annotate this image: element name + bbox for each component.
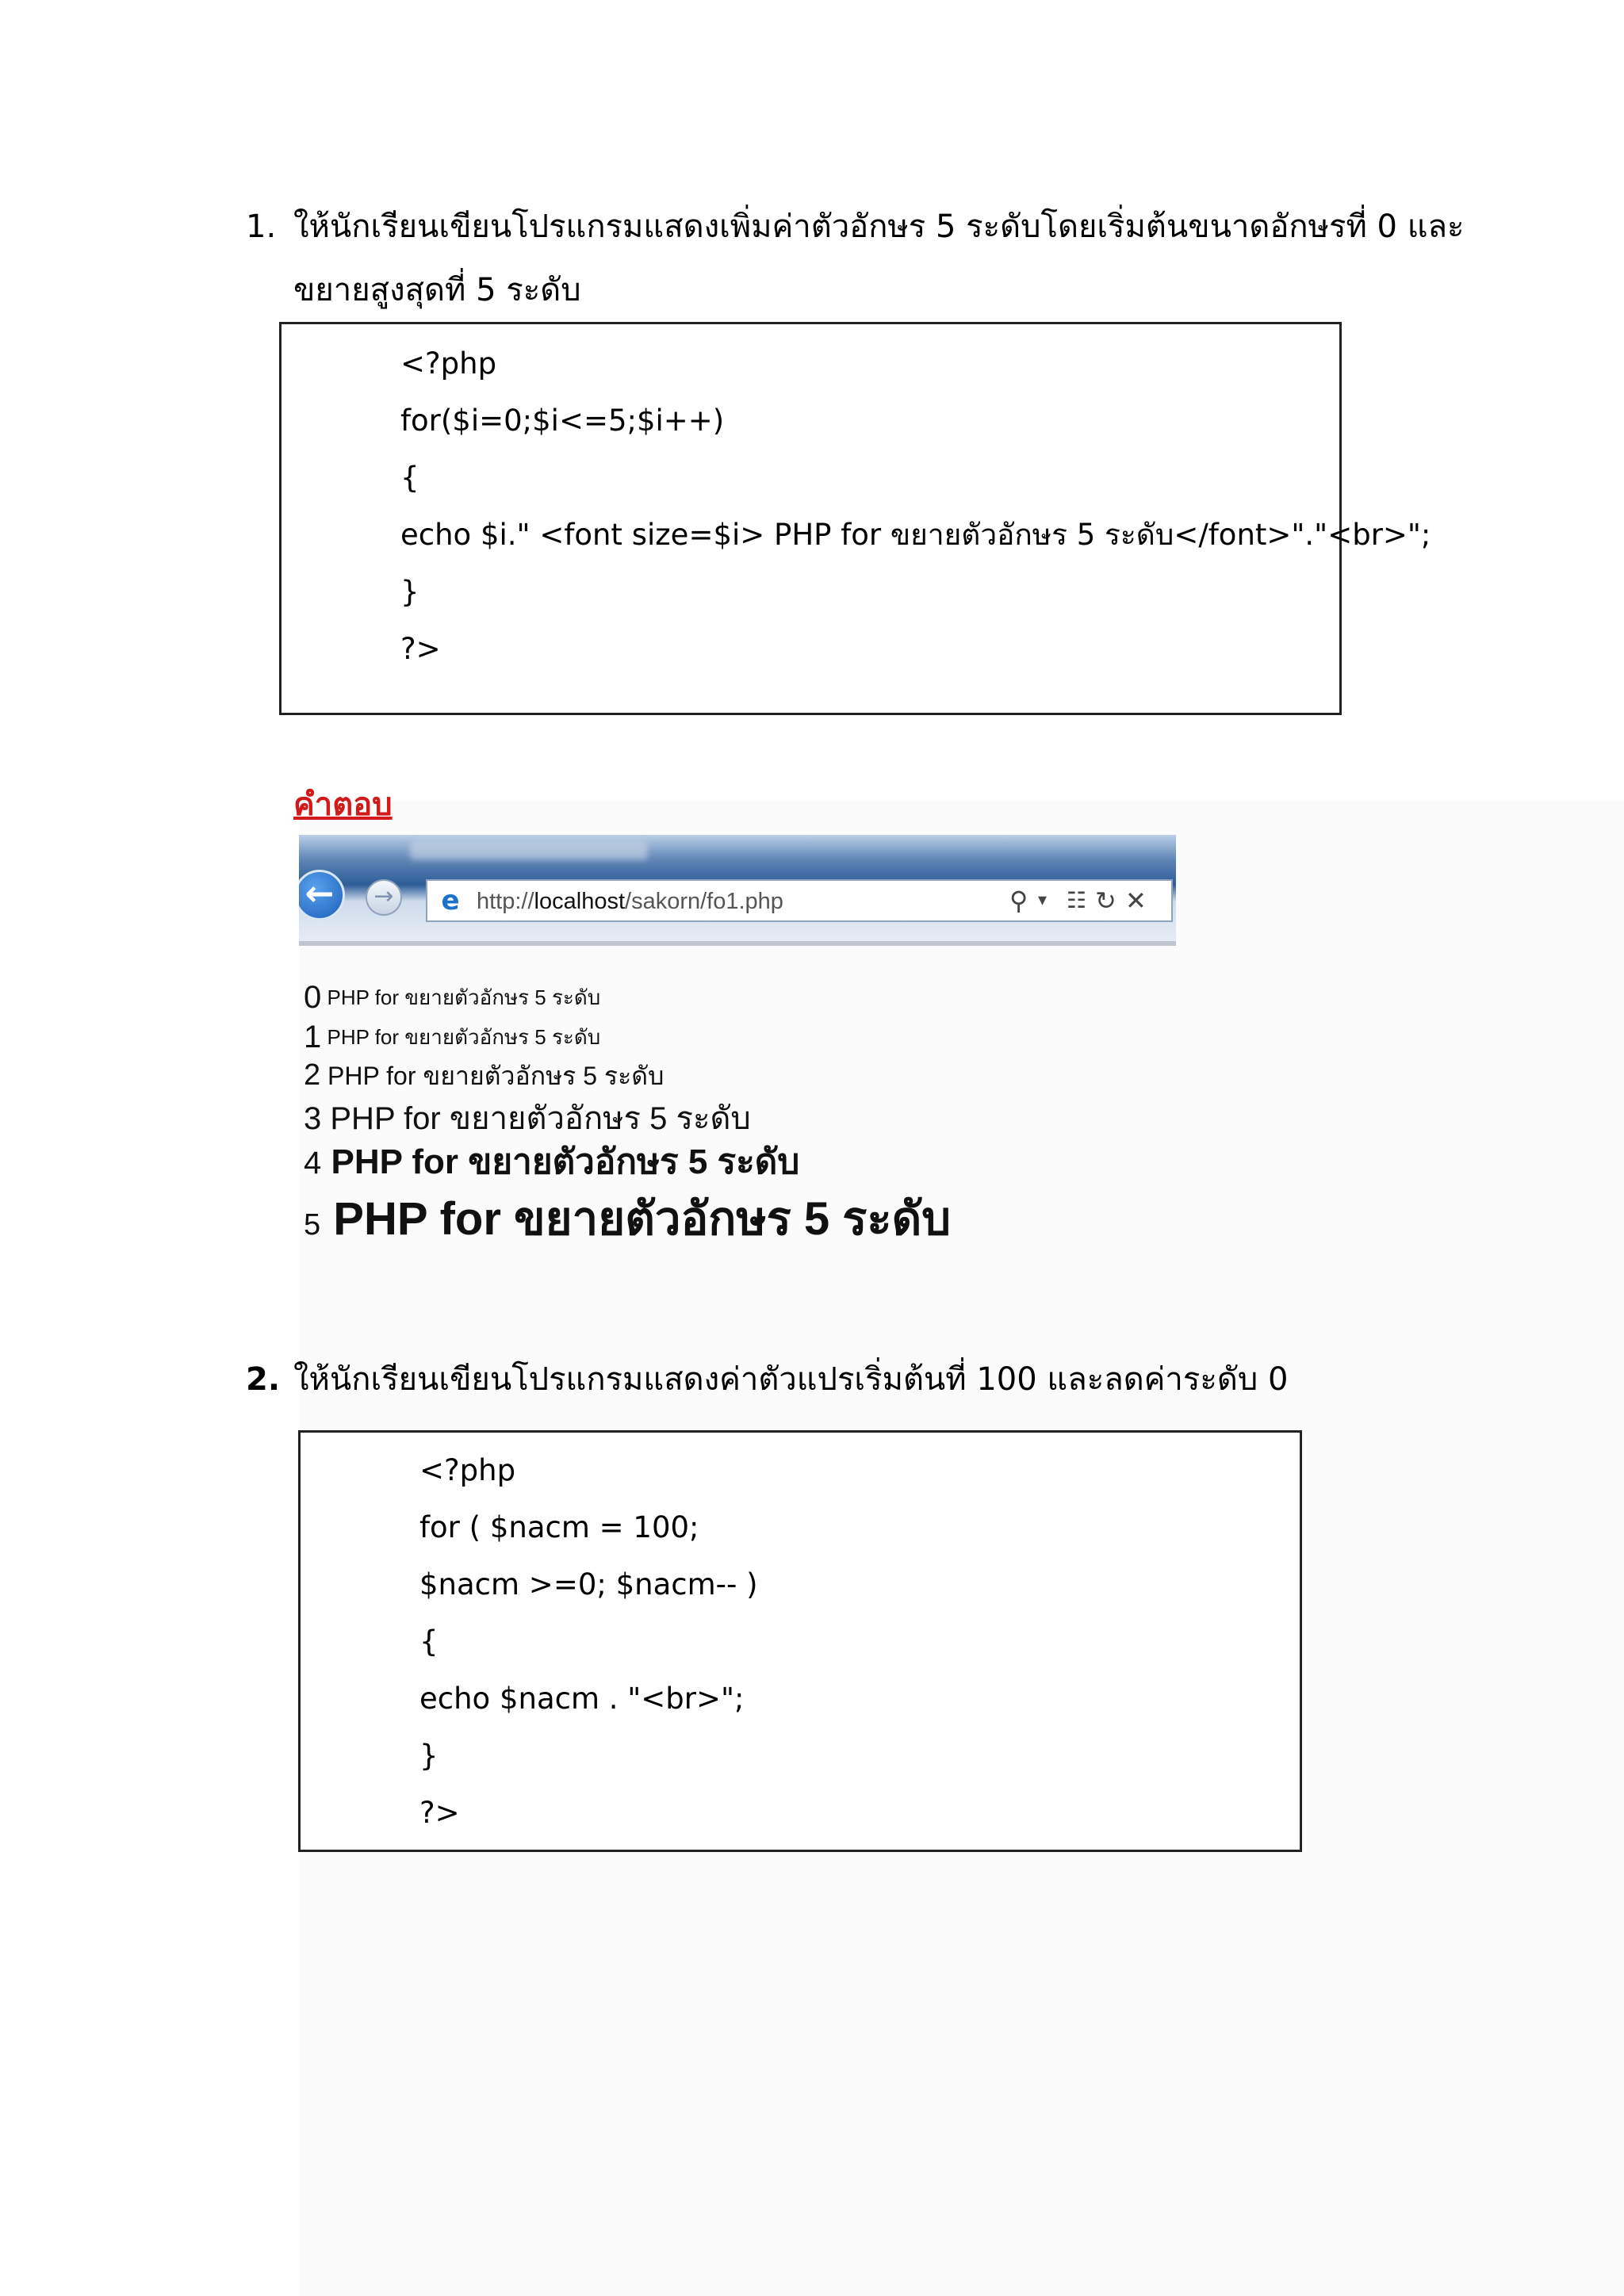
output-line-text: PHP for ขยายตัวอักษร 5 ระดับ	[327, 1062, 665, 1090]
code-line: {	[400, 461, 419, 495]
address-bar[interactable]	[426, 879, 1173, 922]
code-line: echo $i." <font size=$i> PHP for ขยายตัวอักษร 5 ระดับ</font>"."<br>";	[400, 518, 1431, 552]
code-line: {	[419, 1624, 439, 1659]
output-line	[304, 980, 600, 1016]
output-line-digit: 1	[304, 1020, 322, 1054]
code-line: <?php	[419, 1453, 516, 1487]
browser-screenshot	[299, 835, 1176, 946]
output-line	[304, 1020, 600, 1055]
code-line: for($i=0;$i<=5;$i++)	[400, 404, 725, 438]
address-url: http://localhost/sakorn/fo1.php	[477, 889, 783, 914]
search-icon[interactable]: ⚲	[1009, 886, 1028, 916]
question-1-text-line-1: ให้นักเรียนเขียนโปรแกรมแสดงเพิ่มค่าตัวอักษร 5 ระดับโดยเริ่มต้นขนาดอักษรที่ 0 และ	[293, 209, 1465, 245]
output-line-digit: 0	[304, 980, 322, 1015]
output-line-text: PHP for ขยายตัวอักษร 5 ระดับ	[327, 1025, 601, 1049]
compat-icon[interactable]: ☷	[1067, 887, 1087, 913]
refresh-icon[interactable]: ↻	[1095, 886, 1116, 916]
code-line: }	[400, 575, 419, 609]
output-line-digit: 2	[304, 1058, 321, 1092]
dropdown-icon[interactable]: ▾	[1038, 890, 1048, 910]
output-line-text: PHP for ขยายตัวอักษร 5 ระดับ	[327, 985, 601, 1009]
question-2-number: 2.	[246, 1361, 281, 1398]
output-line-text: PHP for ขยายตัวอักษร 5 ระดับ	[331, 1142, 800, 1181]
question-1-text-line-2: ขยายสูงสุดที่ 5 ระดับ	[293, 272, 581, 308]
forward-arrow-icon[interactable]: →	[366, 879, 402, 916]
code-line: }	[419, 1739, 439, 1773]
question-1-number: 1.	[246, 209, 277, 245]
close-icon[interactable]: ✕	[1125, 886, 1147, 916]
code-box-2	[298, 1430, 1302, 1852]
toolbar-divider	[299, 941, 1176, 946]
code-box-1	[279, 322, 1431, 715]
output-line-text: PHP for ขยายตัวอักษร 5 ระดับ	[333, 1193, 952, 1245]
output-line-digit: 5	[304, 1208, 321, 1242]
output-line	[304, 1181, 951, 1255]
back-arrow-icon[interactable]: ←	[299, 870, 345, 920]
ie-logo-icon: e	[441, 885, 460, 916]
code-line: <?php	[400, 346, 497, 381]
code-line: $nacm >=0; $nacm-- )	[419, 1567, 758, 1601]
output-line-digit: 3	[304, 1101, 322, 1136]
output-line-digit: 4	[304, 1146, 322, 1181]
output-line-text: PHP for ขยายตัวอักษร 5 ระดับ	[330, 1101, 751, 1136]
code-line: ?>	[400, 632, 441, 666]
output-line	[304, 1056, 664, 1096]
code-line: for ( $nacm = 100;	[419, 1510, 699, 1544]
answer-heading: คำตอบ	[293, 786, 393, 823]
question-2-text: ให้นักเรียนเขียนโปรแกรมแสดงค่าตัวแปรเริ่มต้นที่ 100 และลดค่าระดับ 0	[293, 1361, 1289, 1398]
code-line: ?>	[419, 1796, 460, 1830]
code-line: echo $nacm . "<br>";	[419, 1682, 745, 1716]
window-title-blur	[410, 841, 648, 860]
